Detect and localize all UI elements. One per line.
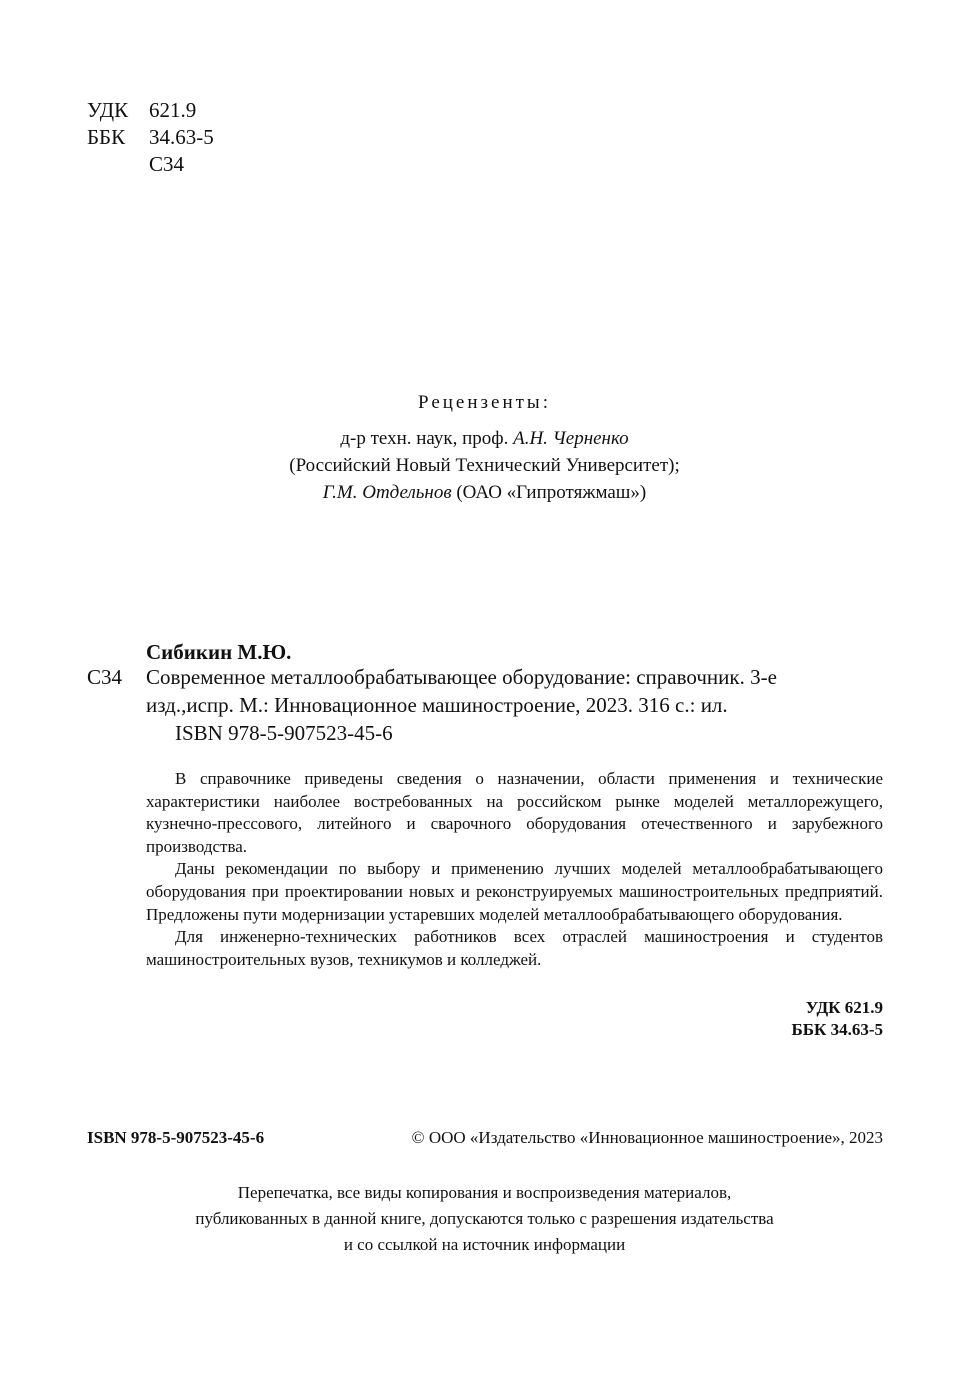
udk-summary: УДК 621.9	[805, 998, 883, 1017]
abstract-paragraph-1: В справочнике приведены сведения о назначении, области применения и технические характеристики наиболее востребованных на российском рынке моделей металлорежущего, кузнечно-прессового, литейного и сварочного оборудования отечественного и зарубежного производства.	[146, 769, 883, 856]
reviewer-1-name: А.Н. Черненко	[513, 428, 629, 449]
bbk-label: ББК	[87, 125, 126, 149]
library-code: С34	[87, 665, 123, 689]
classification-summary	[792, 997, 883, 1041]
reprint-line-2: публикованных в данной книге, допускаются только с разрешения издательства	[195, 1209, 774, 1228]
abstract	[146, 768, 883, 971]
udk-label: УДК	[87, 98, 129, 122]
reviewers-heading: Рецензенты:	[418, 392, 551, 413]
reprint-line-3: и со ссылкой на источник информации	[343, 1235, 626, 1254]
reviewer-line-1	[0, 425, 969, 452]
footer-isbn: ISBN 978-5-907523-45-6	[87, 1128, 265, 1147]
abstract-paragraph-2: Даны рекомендации по выбору и применению лучших моделей металлообрабатывающего оборудования при проектировании новых и реконструируемых машиностроительных предприятий. Предложены пути модернизации устаревших моделей металлообрабатывающего оборудования.	[146, 859, 883, 924]
reviewers-block	[0, 425, 969, 506]
udk-value: 621.9	[149, 98, 197, 122]
reviewer-line-2: (Российский Новый Технический Университет);	[289, 455, 680, 476]
reprint-line-1: Перепечатка, все виды копирования и воспроизведения материалов,	[237, 1183, 732, 1202]
reviewer-line-3	[0, 479, 969, 506]
book-author: Сибикин М.Ю.	[146, 640, 292, 664]
copyright-notice: © ООО «Издательство «Инновационное машиностроение», 2023	[411, 1128, 883, 1147]
reviewer-2-name: Г.М. Отдельнов	[322, 482, 452, 503]
book-title-line-1: Современное металлообрабатывающее оборудование: справочник. 3-е	[146, 665, 777, 689]
reviewer-2-org: (ОАО «Гипротяжмаш»)	[451, 482, 647, 503]
reprint-notice	[0, 1180, 969, 1258]
bbk-value: 34.63-5	[149, 125, 214, 149]
book-isbn: ISBN 978-5-907523-45-6	[175, 721, 393, 745]
bbk-summary: ББК 34.63-5	[791, 1020, 883, 1039]
abstract-paragraph-3: Для инженерно-технических работников всех отраслей машиностроения и студентов машиностроительных вузов, техникумов и колледжей.	[146, 927, 883, 969]
reviewer-1-degree: д-р техн. наук, проф.	[340, 428, 514, 449]
book-title-line-2: изд.,испр. М.: Инновационное машиностроение, 2023. 316 с.: ил.	[146, 693, 728, 717]
author-mark: С34	[149, 152, 185, 176]
classification-codes	[87, 97, 214, 178]
